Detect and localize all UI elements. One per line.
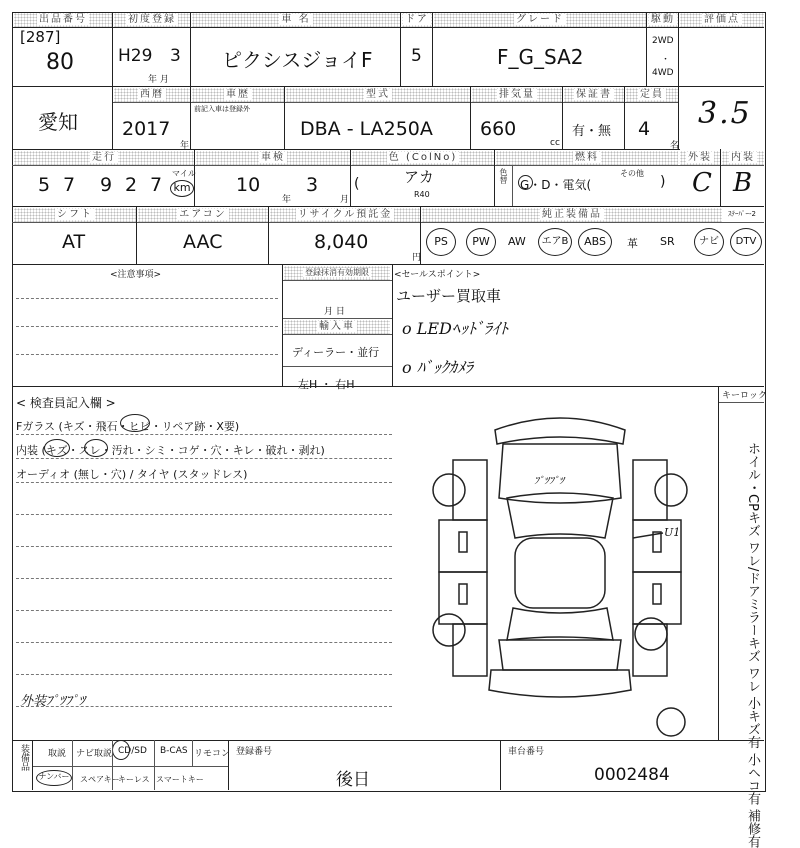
inspector-line: [16, 642, 392, 643]
row-line: [12, 386, 764, 387]
displacement: 660: [480, 118, 517, 140]
inspector-line: [16, 546, 392, 547]
grade: F_G_SA2: [497, 45, 584, 69]
lot-number: 80: [46, 50, 74, 75]
col-line: [432, 12, 433, 86]
sales-point: o LEDﾍｯﾄﾞﾗｲﾄ: [402, 319, 508, 338]
keylock-label: キーロック: [722, 391, 767, 401]
warranty-label: 保証書: [564, 88, 624, 102]
recycle-fee: 8,040: [314, 231, 369, 253]
col-line: [284, 86, 285, 150]
car-damage-diagram: [425, 408, 695, 738]
equip-sr: SR: [660, 235, 675, 248]
mileage-digit: 7: [63, 174, 76, 196]
row-line: [12, 740, 764, 741]
car-left-rear-door: [439, 572, 487, 624]
inspector-line: [16, 610, 392, 611]
footer-item: スマートキー: [156, 775, 204, 784]
shift: AT: [62, 231, 86, 253]
col-line: [112, 740, 113, 790]
recycle-label: リサイクル預託金: [270, 208, 420, 222]
footer-item: ナビ取説: [76, 749, 113, 759]
mileage-unit-km: km: [170, 180, 194, 197]
model-year: 2017: [122, 118, 171, 140]
color-code: R40: [414, 190, 430, 199]
equip-navi: ナビ: [694, 228, 724, 256]
mileage-digit: 2: [125, 174, 138, 196]
air-conditioner: AAC: [183, 231, 223, 253]
header-car-name-label: 車 名: [192, 13, 400, 27]
col-line: [268, 206, 269, 264]
col-line: [500, 740, 501, 790]
interior-rub-mark: [84, 439, 108, 457]
car-windshield: [507, 493, 613, 538]
color-value: アカ: [404, 168, 434, 186]
footer-cdsd-mark: [112, 740, 130, 760]
reg-no: 後日: [336, 770, 370, 790]
diagram-mark-top: ﾌﾟﾂﾌﾟﾂ: [534, 476, 564, 487]
chassis-no: 0002484: [594, 765, 670, 785]
mileage-digit: 7: [150, 174, 163, 196]
exterior-grade: C: [692, 168, 712, 198]
first-reg-units: 年 月: [148, 75, 169, 85]
exterior-label: 外装: [680, 151, 720, 165]
car-handle: [459, 532, 467, 552]
row-line: [282, 280, 392, 281]
car-handle: [459, 584, 467, 604]
header-door-label: ドア: [402, 13, 432, 27]
inspector-line-1: Fガラス (キズ・飛石・ヒビ・リペア跡・X要): [16, 420, 240, 433]
mileage-label: 走行: [14, 151, 194, 165]
reg-expiry-label: 登録抹消有効期限: [284, 266, 390, 280]
chassis-label: 車台番号: [508, 747, 545, 757]
inspector-line: [16, 674, 392, 675]
mileage-unit-mile: マイル: [172, 169, 196, 178]
reg-no-label: 登録番号: [236, 747, 273, 757]
sales-title: ユーザー買取車: [396, 287, 502, 305]
wheel-front-left: [433, 474, 465, 506]
row-line: [12, 222, 764, 223]
col-line: [282, 264, 283, 386]
inspector-title: < 検査員記入欄 >: [16, 396, 116, 410]
header-first-reg-label: 初度登録: [114, 13, 190, 27]
interior-grade: B: [733, 168, 753, 198]
footer-item: CD/SD: [118, 746, 147, 756]
import-label: 輸入車: [284, 320, 390, 334]
header-drive-label: 駆動: [648, 13, 678, 27]
car-front-bumper: [495, 418, 625, 444]
sales-point: o ﾊﾞｯｸｶﾒﾗ: [402, 358, 473, 377]
row-line: [12, 27, 764, 28]
col-line: [470, 86, 471, 150]
displacement-label: 排気量: [472, 88, 562, 102]
capacity: 4: [638, 118, 651, 140]
equip-pw: PW: [466, 228, 496, 256]
displacement-unit: cc: [550, 138, 560, 148]
spare-wheel: [657, 708, 685, 736]
first-reg-month: 3: [170, 46, 181, 66]
col-line: [190, 12, 191, 150]
header-eval-label: 評価点: [680, 13, 764, 27]
row-line: [112, 102, 678, 103]
car-right-front-fender: [633, 460, 667, 520]
wheel-front-right: [655, 474, 687, 506]
col-line: [194, 149, 195, 206]
drive-dot: ・: [661, 55, 671, 65]
equipment-label: 純正装備品: [422, 208, 722, 222]
inspector-line: [16, 514, 392, 515]
caution-line: [16, 326, 278, 327]
col-line: [420, 206, 421, 264]
reg-expiry-month-day: 月 日: [324, 307, 345, 317]
car-handle: [653, 584, 661, 604]
inspector-line: [16, 482, 392, 483]
interior-scratch-mark: [44, 439, 70, 457]
mileage-digit: 5: [38, 174, 51, 196]
inspection-label: 車検: [196, 151, 350, 165]
car-roof: [515, 538, 605, 608]
inspection-month-unit: 月: [340, 195, 350, 205]
color-label: 色 (ColNo): [352, 151, 494, 165]
footer-item: リモコン: [194, 749, 231, 759]
drive-2wd: 2WD: [652, 36, 674, 46]
side-note: ホイル・CPキズ ワレ/ドアミラーキズ ワレ 小キズ有 小ヘコ有 補修有: [745, 442, 760, 848]
first-reg-era: H29: [118, 46, 153, 66]
footer-plate-mark: ナンバー: [36, 770, 72, 786]
inspector-line-3: オーディオ (無し・穴) / タイヤ (スタッドレス): [16, 468, 248, 481]
door-count: 5: [411, 46, 422, 66]
caution-line: [16, 354, 278, 355]
car-rear-top: [499, 640, 621, 670]
header-grade-label: グレード: [434, 13, 646, 27]
recycle-unit: 円: [412, 253, 422, 263]
fuel-other: その他: [620, 169, 644, 178]
warranty: 有・無: [572, 124, 612, 139]
damage-leader-line: [633, 533, 663, 538]
footer-item: B-CAS: [160, 746, 188, 756]
handle-value: 左H ・ 右H: [298, 378, 355, 391]
inspection-month: 3: [306, 174, 319, 196]
equip-ps: PS: [426, 228, 456, 256]
col-line: [494, 149, 495, 206]
capacity-label: 定員: [626, 88, 678, 102]
equip-abs: ABS: [578, 228, 612, 256]
car-name: ピクシスジョイF: [222, 48, 373, 72]
fuel-options: G・D・電気(: [520, 178, 592, 192]
car-left-front-fender: [453, 460, 487, 520]
wheel-rear-right: [635, 618, 667, 650]
col-line: [228, 740, 229, 790]
diagram-mark-side: U1: [664, 526, 681, 539]
inspector-line: [16, 434, 392, 435]
sales-label: <セールスポイント>: [394, 270, 481, 280]
col-line: [154, 740, 155, 790]
wheel-rear-left: [433, 614, 465, 646]
footer-item: 取説: [48, 749, 67, 759]
fuel-label: 燃料: [496, 151, 678, 165]
inspector-line: [16, 578, 392, 579]
color-change-label: 色替: [499, 168, 508, 184]
year-label: 西暦: [114, 88, 190, 102]
footer-item: キーレス: [118, 775, 150, 784]
col-line: [512, 165, 513, 206]
history-label: 車歴: [192, 88, 284, 102]
col-line: [350, 149, 351, 206]
caution-line: [16, 298, 278, 299]
col-line: [718, 386, 719, 740]
prefecture: 愛知: [38, 110, 78, 134]
row-line: [12, 206, 764, 207]
history-sub: 前記入車は登録外: [194, 105, 250, 113]
inspection-year: 10: [236, 174, 261, 196]
col-line: [400, 12, 401, 86]
model-label: 型式: [286, 88, 470, 102]
car-right-rear-door: [633, 572, 681, 624]
header-exhibit-label: 出品番号: [14, 13, 112, 27]
col-line: [72, 740, 73, 790]
model-year-unit: 年: [180, 141, 190, 151]
equip-dtv: DTV: [730, 228, 762, 256]
footer-equip-label: 装備品: [19, 744, 29, 771]
col-line: [392, 264, 393, 386]
col-line: [720, 149, 721, 206]
col-line: [562, 86, 563, 150]
model-code: DBA - LA250A: [300, 118, 433, 140]
inspection-year-unit: 年: [282, 195, 292, 205]
shift-label: シフト: [14, 208, 136, 222]
fuel-close: ): [660, 174, 666, 190]
row-line: [32, 766, 228, 767]
drive-4wd: 4WD: [652, 68, 674, 78]
interior-label: 内装: [722, 151, 764, 165]
col-line: [32, 740, 33, 790]
row-line: [282, 366, 392, 367]
inspector-line-2: 内装 (キズ・スレ・汚れ・シミ・コゲ・穴・キレ・破れ・剥れ): [16, 444, 325, 457]
equip-airbag: エアB: [538, 228, 572, 256]
equip-leather: 革: [627, 237, 638, 250]
row-line: [282, 318, 392, 319]
col-line: [624, 86, 625, 150]
equip-aw: AW: [508, 235, 526, 248]
capacity-unit: 名: [670, 141, 680, 151]
equipment-extra: ｽﾃｰﾊﾟｰ-2: [728, 210, 756, 218]
caution-label: <注意事項>: [110, 270, 162, 280]
col-line: [192, 740, 193, 766]
import-value: ディーラー・並行: [292, 346, 380, 359]
fuel-g-circle: [518, 175, 533, 190]
car-left-front-door: [439, 520, 487, 572]
color-paren: (: [354, 176, 360, 192]
col-line: [136, 206, 137, 264]
car-left-rear-fender: [453, 624, 487, 676]
footer-item: スペアキー: [80, 775, 120, 784]
mileage-digit: 9: [100, 174, 113, 196]
inspector-line: [16, 458, 392, 459]
car-rear-window: [507, 608, 613, 640]
evaluation-score: 3.5: [698, 96, 752, 131]
ac-label: エアコン: [138, 208, 268, 222]
col-line: [646, 12, 647, 86]
windshield-chip-mark: [120, 414, 150, 432]
row-line: [12, 165, 764, 166]
row-line: [282, 334, 392, 335]
row-line: [12, 264, 764, 265]
col-line: [678, 12, 679, 150]
col-line: [112, 12, 113, 150]
lot-code: [287]: [20, 28, 61, 46]
inspector-handwritten-note: 外装ﾌﾟﾂﾌﾟﾂ: [20, 694, 86, 709]
row-line: [718, 402, 764, 403]
car-rear-bumper: [489, 670, 631, 697]
row-line: [12, 86, 764, 87]
